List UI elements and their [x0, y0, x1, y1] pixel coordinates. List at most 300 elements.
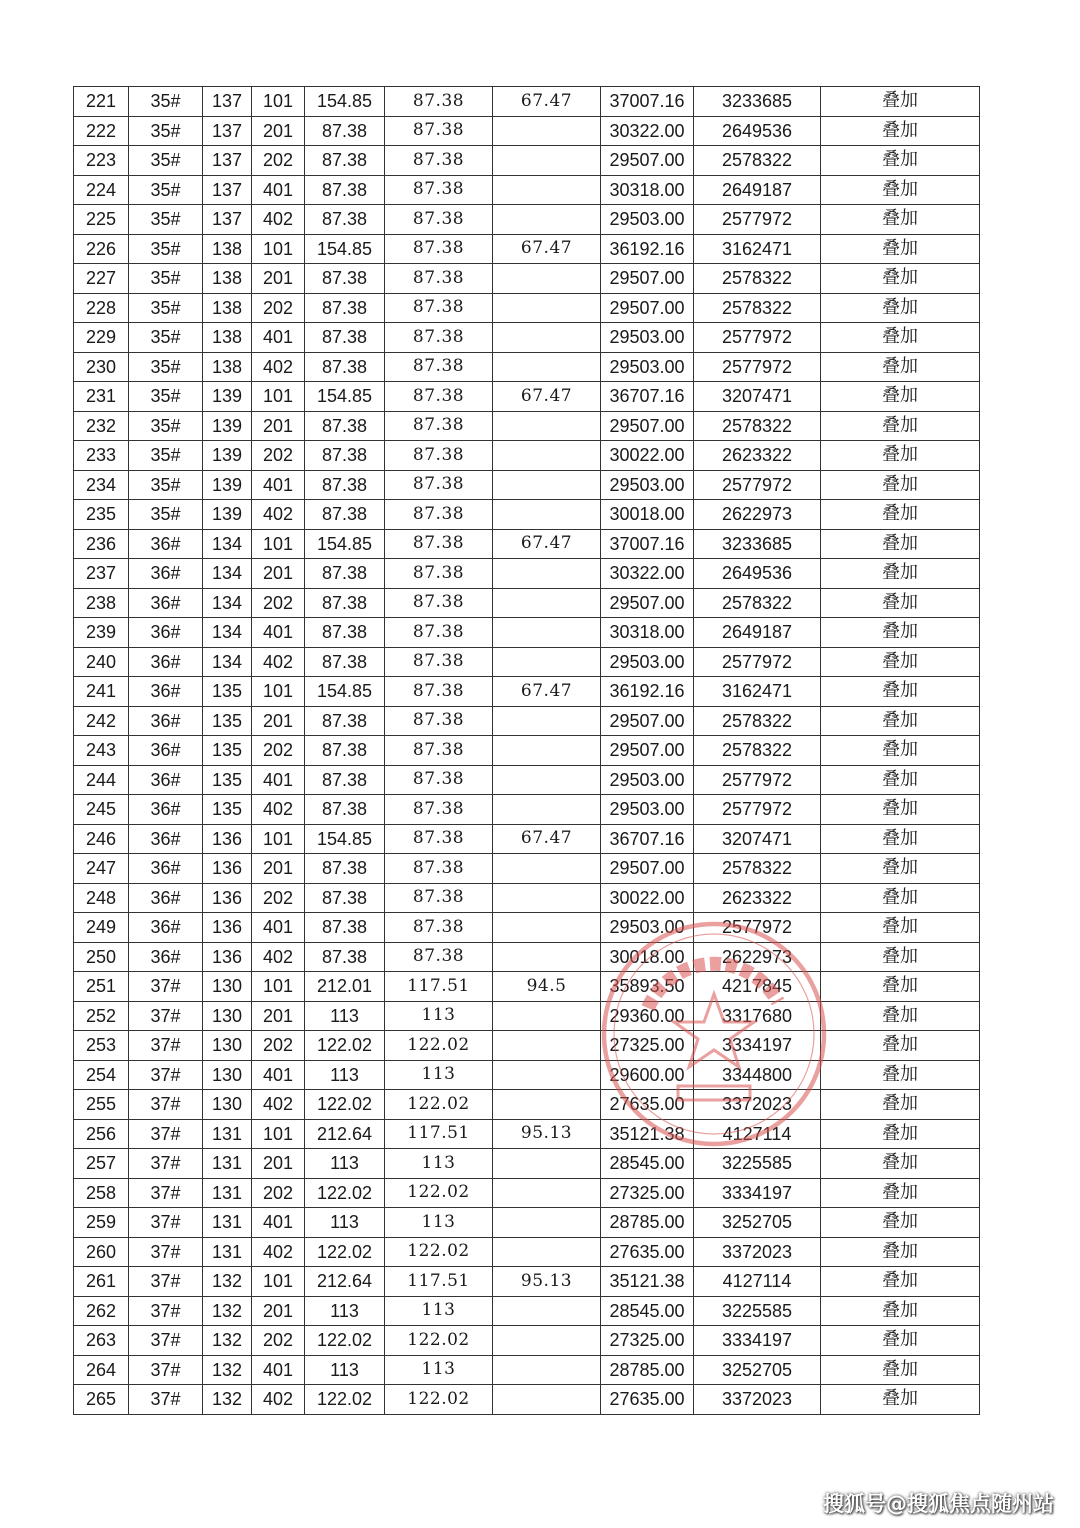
- row-number-cell: 237: [74, 559, 129, 589]
- unit-price-cell: 29503.00: [601, 913, 694, 943]
- total-price-cell: 2622973: [694, 942, 821, 972]
- building-area-cell: 87.38: [305, 352, 385, 382]
- shared-area-cell: [493, 736, 601, 766]
- type-cell: 叠加: [821, 1326, 980, 1356]
- table-row: [74, 1090, 980, 1120]
- table-row: [74, 1149, 980, 1179]
- table-row: [74, 1119, 980, 1149]
- inner-area-cell: 113: [385, 1001, 493, 1031]
- type-cell: 叠加: [821, 1267, 980, 1297]
- building-area-cell: 87.38: [305, 116, 385, 146]
- table-row: [74, 529, 980, 559]
- inner-area-cell: 87.38: [385, 500, 493, 530]
- unit-price-cell: 27325.00: [601, 1326, 694, 1356]
- total-price-cell: 3207471: [694, 824, 821, 854]
- inner-area-cell: 87.38: [385, 677, 493, 707]
- total-price-cell: 3317680: [694, 1001, 821, 1031]
- room-no-cell: 201: [252, 854, 305, 884]
- shared-area-cell: [493, 1149, 601, 1179]
- unit-price-cell: 29507.00: [601, 854, 694, 884]
- unit-price-cell: 29503.00: [601, 205, 694, 235]
- building-area-cell: 122.02: [305, 1326, 385, 1356]
- table-row: [74, 264, 980, 294]
- type-cell: 叠加: [821, 1296, 980, 1326]
- room-no-cell: 101: [252, 1267, 305, 1297]
- inner-area-cell: 87.38: [385, 205, 493, 235]
- building-cell: 37#: [129, 1031, 203, 1061]
- total-price-cell: 2578322: [694, 264, 821, 294]
- type-cell: 叠加: [821, 972, 980, 1002]
- inner-area-cell: 87.38: [385, 765, 493, 795]
- row-number-cell: 251: [74, 972, 129, 1002]
- unit-no-cell: 135: [203, 795, 252, 825]
- total-price-cell: 2577972: [694, 470, 821, 500]
- unit-price-cell: 29503.00: [601, 470, 694, 500]
- total-price-cell: 2649187: [694, 618, 821, 648]
- shared-area-cell: [493, 706, 601, 736]
- shared-area-cell: [493, 588, 601, 618]
- shared-area-cell: [493, 146, 601, 176]
- type-cell: 叠加: [821, 87, 980, 117]
- inner-area-cell: 117.51: [385, 1267, 493, 1297]
- building-cell: 37#: [129, 1208, 203, 1238]
- room-no-cell: 202: [252, 441, 305, 471]
- table-row: [74, 175, 980, 205]
- unit-price-cell: 28785.00: [601, 1355, 694, 1385]
- unit-price-cell: 36192.16: [601, 234, 694, 264]
- unit-no-cell: 137: [203, 116, 252, 146]
- building-cell: 36#: [129, 795, 203, 825]
- row-number-cell: 239: [74, 618, 129, 648]
- unit-price-cell: 36707.16: [601, 824, 694, 854]
- row-number-cell: 238: [74, 588, 129, 618]
- unit-price-cell: 29503.00: [601, 795, 694, 825]
- type-cell: 叠加: [821, 1237, 980, 1267]
- unit-price-cell: 29507.00: [601, 706, 694, 736]
- type-cell: 叠加: [821, 529, 980, 559]
- table-row: [74, 411, 980, 441]
- table-row: [74, 765, 980, 795]
- unit-price-cell: 30318.00: [601, 175, 694, 205]
- room-no-cell: 101: [252, 1119, 305, 1149]
- room-no-cell: 402: [252, 1385, 305, 1415]
- type-cell: 叠加: [821, 293, 980, 323]
- total-price-cell: 2578322: [694, 146, 821, 176]
- type-cell: 叠加: [821, 824, 980, 854]
- unit-price-cell: 30018.00: [601, 942, 694, 972]
- shared-area-cell: [493, 411, 601, 441]
- inner-area-cell: 87.38: [385, 618, 493, 648]
- building-area-cell: 113: [305, 1149, 385, 1179]
- inner-area-cell: 87.38: [385, 87, 493, 117]
- total-price-cell: 2577972: [694, 647, 821, 677]
- total-price-cell: 3162471: [694, 677, 821, 707]
- inner-area-cell: 87.38: [385, 883, 493, 913]
- building-cell: 35#: [129, 116, 203, 146]
- unit-price-cell: 27635.00: [601, 1090, 694, 1120]
- type-cell: 叠加: [821, 559, 980, 589]
- total-price-cell: 2578322: [694, 706, 821, 736]
- row-number-cell: 255: [74, 1090, 129, 1120]
- building-cell: 36#: [129, 588, 203, 618]
- table-row: [74, 618, 980, 648]
- unit-no-cell: 131: [203, 1237, 252, 1267]
- inner-area-cell: 113: [385, 1355, 493, 1385]
- row-number-cell: 261: [74, 1267, 129, 1297]
- table-row: [74, 854, 980, 884]
- room-no-cell: 401: [252, 913, 305, 943]
- total-price-cell: 4217845: [694, 972, 821, 1002]
- row-number-cell: 230: [74, 352, 129, 382]
- type-cell: 叠加: [821, 1355, 980, 1385]
- building-area-cell: 87.38: [305, 647, 385, 677]
- type-cell: 叠加: [821, 942, 980, 972]
- unit-no-cell: 139: [203, 411, 252, 441]
- room-no-cell: 402: [252, 352, 305, 382]
- table-row: [74, 559, 980, 589]
- room-no-cell: 202: [252, 1326, 305, 1356]
- building-area-cell: 87.38: [305, 293, 385, 323]
- row-number-cell: 234: [74, 470, 129, 500]
- unit-no-cell: 134: [203, 618, 252, 648]
- table-row: [74, 1326, 980, 1356]
- inner-area-cell: 87.38: [385, 264, 493, 294]
- unit-no-cell: 134: [203, 529, 252, 559]
- building-area-cell: 212.01: [305, 972, 385, 1002]
- building-cell: 36#: [129, 618, 203, 648]
- unit-price-cell: 36192.16: [601, 677, 694, 707]
- inner-area-cell: 113: [385, 1149, 493, 1179]
- building-area-cell: 122.02: [305, 1090, 385, 1120]
- unit-no-cell: 135: [203, 706, 252, 736]
- shared-area-cell: [493, 1326, 601, 1356]
- shared-area-cell: [493, 913, 601, 943]
- inner-area-cell: 87.38: [385, 736, 493, 766]
- building-cell: 36#: [129, 854, 203, 884]
- type-cell: 叠加: [821, 264, 980, 294]
- row-number-cell: 253: [74, 1031, 129, 1061]
- shared-area-cell: [493, 1001, 601, 1031]
- building-cell: 36#: [129, 883, 203, 913]
- unit-no-cell: 137: [203, 146, 252, 176]
- building-cell: 37#: [129, 1178, 203, 1208]
- row-number-cell: 244: [74, 765, 129, 795]
- building-cell: 37#: [129, 1060, 203, 1090]
- building-area-cell: 113: [305, 1060, 385, 1090]
- inner-area-cell: 113: [385, 1296, 493, 1326]
- type-cell: 叠加: [821, 500, 980, 530]
- building-area-cell: 154.85: [305, 234, 385, 264]
- inner-area-cell: 87.38: [385, 706, 493, 736]
- building-cell: 36#: [129, 647, 203, 677]
- unit-price-cell: 37007.16: [601, 529, 694, 559]
- unit-price-cell: 29503.00: [601, 647, 694, 677]
- type-cell: 叠加: [821, 323, 980, 353]
- type-cell: 叠加: [821, 765, 980, 795]
- unit-price-cell: 30322.00: [601, 559, 694, 589]
- type-cell: 叠加: [821, 1178, 980, 1208]
- source-watermark: 搜狐号@搜狐焦点随州站: [823, 1492, 1054, 1516]
- building-area-cell: 113: [305, 1296, 385, 1326]
- row-number-cell: 256: [74, 1119, 129, 1149]
- unit-price-cell: 29507.00: [601, 146, 694, 176]
- row-number-cell: 228: [74, 293, 129, 323]
- building-cell: 35#: [129, 205, 203, 235]
- shared-area-cell: [493, 1090, 601, 1120]
- building-area-cell: 113: [305, 1355, 385, 1385]
- building-area-cell: 212.64: [305, 1119, 385, 1149]
- total-price-cell: 3233685: [694, 87, 821, 117]
- unit-price-cell: 30022.00: [601, 883, 694, 913]
- unit-no-cell: 138: [203, 234, 252, 264]
- total-price-cell: 3252705: [694, 1208, 821, 1238]
- row-number-cell: 262: [74, 1296, 129, 1326]
- unit-price-cell: 29360.00: [601, 1001, 694, 1031]
- total-price-cell: 3233685: [694, 529, 821, 559]
- unit-price-cell: 29503.00: [601, 352, 694, 382]
- type-cell: 叠加: [821, 411, 980, 441]
- unit-no-cell: 136: [203, 913, 252, 943]
- room-no-cell: 201: [252, 264, 305, 294]
- unit-no-cell: 134: [203, 647, 252, 677]
- unit-no-cell: 135: [203, 677, 252, 707]
- unit-no-cell: 132: [203, 1326, 252, 1356]
- building-area-cell: 87.38: [305, 559, 385, 589]
- shared-area-cell: [493, 323, 601, 353]
- building-cell: 37#: [129, 1090, 203, 1120]
- row-number-cell: 248: [74, 883, 129, 913]
- inner-area-cell: 87.38: [385, 913, 493, 943]
- room-no-cell: 101: [252, 87, 305, 117]
- table-row: [74, 883, 980, 913]
- inner-area-cell: 87.38: [385, 559, 493, 589]
- table-row: [74, 1031, 980, 1061]
- unit-no-cell: 131: [203, 1149, 252, 1179]
- inner-area-cell: 122.02: [385, 1385, 493, 1415]
- row-number-cell: 243: [74, 736, 129, 766]
- total-price-cell: 3334197: [694, 1178, 821, 1208]
- inner-area-cell: 87.38: [385, 175, 493, 205]
- row-number-cell: 246: [74, 824, 129, 854]
- unit-no-cell: 134: [203, 588, 252, 618]
- unit-no-cell: 139: [203, 470, 252, 500]
- room-no-cell: 401: [252, 323, 305, 353]
- type-cell: 叠加: [821, 146, 980, 176]
- building-cell: 35#: [129, 146, 203, 176]
- building-cell: 37#: [129, 1355, 203, 1385]
- room-no-cell: 201: [252, 559, 305, 589]
- type-cell: 叠加: [821, 736, 980, 766]
- total-price-cell: 2622973: [694, 500, 821, 530]
- inner-area-cell: 122.02: [385, 1237, 493, 1267]
- row-number-cell: 245: [74, 795, 129, 825]
- total-price-cell: 3207471: [694, 382, 821, 412]
- building-area-cell: 87.38: [305, 500, 385, 530]
- total-price-cell: 2649536: [694, 116, 821, 146]
- total-price-cell: 3372023: [694, 1090, 821, 1120]
- building-cell: 35#: [129, 175, 203, 205]
- total-price-cell: 2577972: [694, 913, 821, 943]
- shared-area-cell: 95.13: [493, 1119, 601, 1149]
- inner-area-cell: 87.38: [385, 588, 493, 618]
- row-number-cell: 232: [74, 411, 129, 441]
- inner-area-cell: 87.38: [385, 146, 493, 176]
- type-cell: 叠加: [821, 441, 980, 471]
- building-area-cell: 87.38: [305, 913, 385, 943]
- building-area-cell: 87.38: [305, 942, 385, 972]
- row-number-cell: 241: [74, 677, 129, 707]
- shared-area-cell: [493, 854, 601, 884]
- shared-area-cell: [493, 618, 601, 648]
- total-price-cell: 2578322: [694, 588, 821, 618]
- unit-price-cell: 29507.00: [601, 736, 694, 766]
- room-no-cell: 101: [252, 972, 305, 1002]
- unit-price-cell: 27635.00: [601, 1385, 694, 1415]
- total-price-cell: 2578322: [694, 854, 821, 884]
- total-price-cell: 2577972: [694, 323, 821, 353]
- building-cell: 35#: [129, 382, 203, 412]
- type-cell: 叠加: [821, 175, 980, 205]
- table-row: [74, 1060, 980, 1090]
- type-cell: 叠加: [821, 1031, 980, 1061]
- unit-price-cell: 36707.16: [601, 382, 694, 412]
- building-cell: 37#: [129, 972, 203, 1002]
- total-price-cell: 3252705: [694, 1355, 821, 1385]
- shared-area-cell: [493, 1355, 601, 1385]
- row-number-cell: 250: [74, 942, 129, 972]
- table-row: [74, 1001, 980, 1031]
- total-price-cell: 4127114: [694, 1267, 821, 1297]
- building-area-cell: 122.02: [305, 1031, 385, 1061]
- row-number-cell: 235: [74, 500, 129, 530]
- shared-area-cell: [493, 942, 601, 972]
- room-no-cell: 201: [252, 1001, 305, 1031]
- shared-area-cell: [493, 1237, 601, 1267]
- building-cell: 35#: [129, 411, 203, 441]
- unit-no-cell: 138: [203, 323, 252, 353]
- total-price-cell: 3162471: [694, 234, 821, 264]
- type-cell: 叠加: [821, 677, 980, 707]
- building-cell: 35#: [129, 500, 203, 530]
- unit-no-cell: 131: [203, 1119, 252, 1149]
- unit-price-cell: 37007.16: [601, 87, 694, 117]
- row-number-cell: 259: [74, 1208, 129, 1238]
- inner-area-cell: 87.38: [385, 824, 493, 854]
- table-row: [74, 942, 980, 972]
- inner-area-cell: 87.38: [385, 795, 493, 825]
- shared-area-cell: 94.5: [493, 972, 601, 1002]
- room-no-cell: 402: [252, 500, 305, 530]
- unit-no-cell: 139: [203, 441, 252, 471]
- building-cell: 36#: [129, 913, 203, 943]
- room-no-cell: 202: [252, 146, 305, 176]
- unit-price-cell: 29507.00: [601, 293, 694, 323]
- unit-no-cell: 136: [203, 854, 252, 884]
- shared-area-cell: [493, 441, 601, 471]
- shared-area-cell: [493, 1060, 601, 1090]
- unit-price-cell: 29507.00: [601, 588, 694, 618]
- room-no-cell: 101: [252, 824, 305, 854]
- shared-area-cell: [493, 559, 601, 589]
- building-area-cell: 122.02: [305, 1237, 385, 1267]
- type-cell: 叠加: [821, 647, 980, 677]
- table-row: [74, 1385, 980, 1415]
- building-cell: 37#: [129, 1149, 203, 1179]
- type-cell: 叠加: [821, 116, 980, 146]
- building-cell: 36#: [129, 706, 203, 736]
- total-price-cell: 2577972: [694, 352, 821, 382]
- type-cell: 叠加: [821, 1119, 980, 1149]
- shared-area-cell: [493, 470, 601, 500]
- table-row: [74, 736, 980, 766]
- building-cell: 35#: [129, 323, 203, 353]
- type-cell: 叠加: [821, 588, 980, 618]
- total-price-cell: 2578322: [694, 736, 821, 766]
- unit-price-cell: 27635.00: [601, 1237, 694, 1267]
- inner-area-cell: 122.02: [385, 1178, 493, 1208]
- building-area-cell: 87.38: [305, 470, 385, 500]
- unit-no-cell: 137: [203, 205, 252, 235]
- room-no-cell: 101: [252, 677, 305, 707]
- row-number-cell: 249: [74, 913, 129, 943]
- table-body: [74, 87, 980, 1415]
- row-number-cell: 260: [74, 1237, 129, 1267]
- table-row: [74, 234, 980, 264]
- table-row: [74, 441, 980, 471]
- building-area-cell: 113: [305, 1208, 385, 1238]
- unit-no-cell: 130: [203, 1031, 252, 1061]
- building-cell: 37#: [129, 1119, 203, 1149]
- row-number-cell: 252: [74, 1001, 129, 1031]
- type-cell: 叠加: [821, 1060, 980, 1090]
- room-no-cell: 402: [252, 205, 305, 235]
- total-price-cell: 4127114: [694, 1119, 821, 1149]
- room-no-cell: 401: [252, 175, 305, 205]
- building-cell: 36#: [129, 559, 203, 589]
- room-no-cell: 201: [252, 706, 305, 736]
- table-row: [74, 1178, 980, 1208]
- total-price-cell: 2623322: [694, 441, 821, 471]
- row-number-cell: 223: [74, 146, 129, 176]
- table-row: [74, 1208, 980, 1238]
- room-no-cell: 202: [252, 588, 305, 618]
- unit-no-cell: 136: [203, 824, 252, 854]
- row-number-cell: 240: [74, 647, 129, 677]
- inner-area-cell: 87.38: [385, 323, 493, 353]
- shared-area-cell: [493, 1208, 601, 1238]
- inner-area-cell: 87.38: [385, 470, 493, 500]
- unit-price-cell: 35121.38: [601, 1267, 694, 1297]
- building-area-cell: 87.38: [305, 264, 385, 294]
- shared-area-cell: [493, 175, 601, 205]
- inner-area-cell: 117.51: [385, 1119, 493, 1149]
- type-cell: 叠加: [821, 470, 980, 500]
- unit-price-cell: 30022.00: [601, 441, 694, 471]
- building-area-cell: 87.38: [305, 706, 385, 736]
- inner-area-cell: 113: [385, 1060, 493, 1090]
- inner-area-cell: 113: [385, 1208, 493, 1238]
- building-cell: 36#: [129, 765, 203, 795]
- shared-area-cell: [493, 1178, 601, 1208]
- table-row: [74, 500, 980, 530]
- building-area-cell: 87.38: [305, 883, 385, 913]
- building-area-cell: 87.38: [305, 323, 385, 353]
- building-cell: 36#: [129, 736, 203, 766]
- building-area-cell: 87.38: [305, 146, 385, 176]
- row-number-cell: 222: [74, 116, 129, 146]
- type-cell: 叠加: [821, 1208, 980, 1238]
- inner-area-cell: 87.38: [385, 411, 493, 441]
